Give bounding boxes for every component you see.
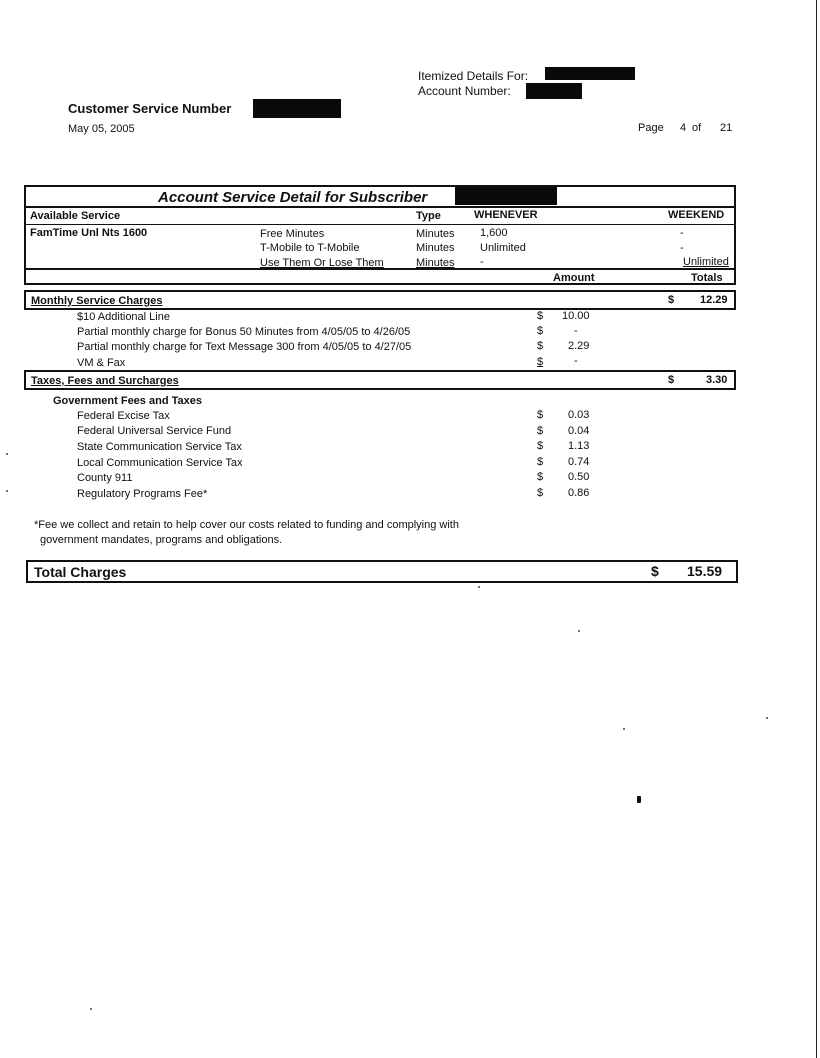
col-weekend: WEEKEND bbox=[668, 209, 725, 221]
taxes-total-currency: $ bbox=[668, 374, 675, 386]
tax-label: Federal Universal Service Fund bbox=[77, 425, 232, 437]
tax-amount: 1.13 bbox=[568, 440, 590, 452]
tax-label: County 911 bbox=[77, 472, 133, 484]
total-charges-currency: $ bbox=[651, 563, 659, 579]
monthly-total-currency: $ bbox=[668, 294, 675, 306]
charge-currency: $ bbox=[537, 310, 544, 322]
scan-speck bbox=[637, 796, 641, 803]
taxes-title: Taxes, Fees and Surcharges bbox=[31, 375, 179, 387]
charge-amount: 2.29 bbox=[568, 340, 590, 352]
account-label: Account Number: bbox=[418, 84, 511, 98]
feature-type: Minutes bbox=[416, 257, 455, 269]
feature-label: Use Them Or Lose Them bbox=[260, 257, 384, 269]
tax-label: Local Communication Service Tax bbox=[77, 457, 243, 469]
scan-speck bbox=[6, 490, 8, 492]
scan-speck bbox=[90, 1008, 92, 1010]
gov-fees-subheading: Government Fees and Taxes bbox=[53, 395, 202, 407]
amount-header: Amount bbox=[553, 272, 595, 284]
total-charges-amount: 15.59 bbox=[687, 563, 723, 579]
taxes-total: 3.30 bbox=[706, 374, 728, 386]
detail-title-rule bbox=[25, 206, 735, 208]
redacted-subscriber bbox=[455, 187, 557, 205]
charge-amount: 10.00 bbox=[562, 310, 590, 322]
feature-whenever: 1,600 bbox=[480, 227, 508, 239]
feature-label: T-Mobile to T-Mobile bbox=[260, 242, 360, 254]
redacted-service-number bbox=[253, 99, 341, 118]
features-bottom-rule bbox=[25, 268, 735, 270]
scan-speck bbox=[6, 453, 8, 455]
tax-amount: 0.50 bbox=[568, 471, 590, 483]
total-charges-label: Total Charges bbox=[34, 564, 127, 580]
page-of: of bbox=[692, 122, 702, 134]
feature-whenever: Unlimited bbox=[480, 242, 526, 254]
plan-name: FamTime Unl Nts 1600 bbox=[30, 227, 148, 239]
tax-amount: 0.04 bbox=[568, 425, 590, 437]
redacted-name bbox=[545, 67, 635, 80]
charge-currency: $ bbox=[537, 356, 544, 368]
total-charges-bar bbox=[26, 560, 738, 583]
feature-type: Minutes bbox=[416, 242, 455, 254]
tax-currency: $ bbox=[537, 409, 544, 421]
charge-label: VM & Fax bbox=[77, 357, 126, 369]
customer-service-number-label: Customer Service Number bbox=[68, 101, 232, 116]
tax-currency: $ bbox=[537, 487, 544, 499]
redacted-account-number bbox=[526, 83, 582, 99]
tax-label: State Communication Service Tax bbox=[77, 441, 242, 453]
charge-amount: - bbox=[574, 325, 578, 337]
col-whenever: WHENEVER bbox=[474, 209, 538, 221]
page-total: 21 bbox=[720, 122, 733, 134]
scan-speck bbox=[578, 630, 580, 632]
feature-label: Free Minutes bbox=[260, 228, 325, 240]
charge-currency: $ bbox=[537, 340, 544, 352]
page-label: Page bbox=[638, 122, 664, 134]
statement-date: May 05, 2005 bbox=[68, 123, 135, 135]
feature-whenever: - bbox=[480, 256, 484, 268]
itemized-label: Itemized Details For: bbox=[418, 69, 529, 83]
tax-amount: 0.86 bbox=[568, 487, 590, 499]
tax-amount: 0.03 bbox=[568, 409, 590, 421]
charge-label: $10 Additional Line bbox=[77, 311, 170, 323]
tax-label: Federal Excise Tax bbox=[77, 410, 170, 422]
tax-amount: 0.74 bbox=[568, 456, 590, 468]
feature-weekend: - bbox=[680, 227, 684, 239]
col-type: Type bbox=[416, 210, 441, 222]
charge-label: Partial monthly charge for Bonus 50 Minutes from 4/05/05 to 4/26/05 bbox=[77, 326, 411, 338]
detail-title: Account Service Detail for Subscriber bbox=[158, 189, 428, 206]
feature-type: Minutes bbox=[416, 228, 455, 240]
monthly-charges-title: Monthly Service Charges bbox=[31, 295, 163, 307]
tax-label: Regulatory Programs Fee* bbox=[77, 488, 208, 500]
scan-speck bbox=[766, 717, 768, 719]
charge-amount: - bbox=[574, 355, 578, 367]
tax-currency: $ bbox=[537, 456, 544, 468]
totals-header: Totals bbox=[691, 272, 723, 284]
scan-speck bbox=[478, 586, 480, 588]
col-available-service: Available Service bbox=[30, 210, 121, 222]
scan-speck bbox=[623, 728, 625, 730]
feature-weekend: Unlimited bbox=[683, 256, 729, 268]
tax-currency: $ bbox=[537, 425, 544, 437]
tax-currency: $ bbox=[537, 440, 544, 452]
charge-label: Partial monthly charge for Text Message 300 from 4/05/05 to 4/27/05 bbox=[77, 341, 412, 353]
page-number: 4 bbox=[680, 122, 687, 134]
page-edge-line bbox=[816, 0, 817, 1058]
monthly-total: 12.29 bbox=[700, 294, 728, 306]
tax-currency: $ bbox=[537, 471, 544, 483]
charge-currency: $ bbox=[537, 325, 544, 337]
footnote-line-1: *Fee we collect and retain to help cover our costs related to funding and complying with bbox=[34, 519, 459, 531]
feature-weekend: - bbox=[680, 242, 684, 254]
column-header-rule bbox=[25, 224, 735, 225]
footnote-line-2: government mandates, programs and obligations. bbox=[40, 534, 283, 546]
